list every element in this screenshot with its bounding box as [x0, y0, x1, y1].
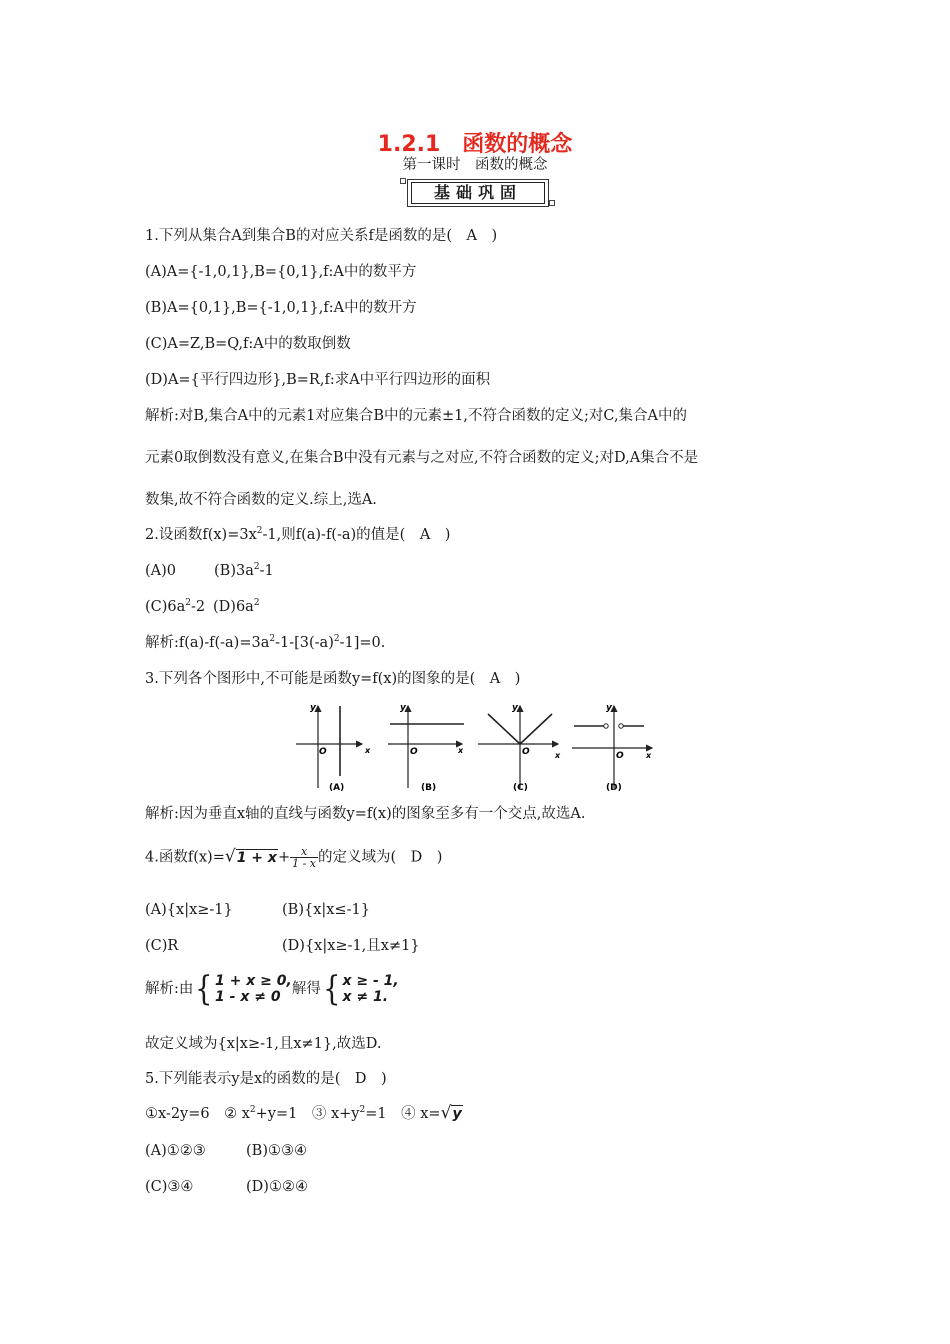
q5-option-d: (D)①②④ [246, 1179, 308, 1195]
graph-b [388, 703, 464, 793]
q1-solution-line-2: 元素0取倒数没有意义,在集合B中没有元素与之对应,不符合函数的定义;对D,A集合不是 [145, 450, 699, 466]
graph-b-x-label: x [458, 746, 464, 755]
q4-conclusion: 故定义域为{x|x≥-1,且x≠1},故选D. [145, 1036, 382, 1052]
q4-option-a: (A){x|x≥-1} [145, 902, 233, 918]
q4-system-1: 1 + x ≥ 0, 1 - x ≠ 0 [215, 973, 292, 1005]
graph-b-y-label: y [400, 703, 406, 713]
graph-c [478, 703, 561, 793]
q4-stem: 4.函数f(x)=√1 + x+ $\frac{x}{1 - x}$ 的定义域为( D ) [145, 845, 443, 870]
q5-statements: ①x-2y=6 ② $x^2+y=1$ ③ $x+y^2=1$ ④ x=√y [145, 1103, 462, 1123]
q2-option-d: $(D)6a^2$ [213, 598, 260, 615]
q3-stem: 3.下列各个图形中,不可能是函数y=f(x)的图象的是( A ) [145, 671, 521, 687]
q1-option-d: (D)A={平行四边形},B=R,f:求A中平行四边形的面积 [145, 372, 491, 388]
graph-d-y-label: y [606, 703, 612, 713]
graph-a-y-label: y [310, 703, 316, 713]
q4-solution: 解析:由{ 1 + x ≥ 0, 1 - x ≠ 0 解得{ x ≥ - 1, x ≠ 1. [145, 969, 399, 1009]
graph-d [572, 703, 652, 793]
graph-c-y-label: y [512, 703, 518, 713]
graph-a-label: (A) [329, 783, 345, 793]
graph-a-origin: O [319, 747, 327, 757]
q1-solution-line-1: 解析:对B,集合A中的元素1对应集合B中的元素±1,不符合函数的定义;对C,集合A中的 [145, 408, 688, 424]
q3-solution: 解析:因为垂直x轴的直线与函数y=f(x)的图象至多有一个交点,故选A. [145, 806, 586, 822]
q2-stem: 2.设函数$f(x)=3x^2-1$,则f(a)-f(-a)的值是( A ) [145, 526, 451, 543]
q4-system-2: x ≥ - 1, x ≠ 1. [342, 973, 399, 1005]
q5-option-a: (A)①②③ [145, 1143, 206, 1159]
q4-option-b: (B){x|x≤-1} [282, 902, 370, 918]
q2-solution: 解析$:f(a)-f(-a)=3a^2-1-[3(-a)^2-1]=0$. [145, 634, 386, 651]
q1-stem: 1.下列从集合A到集合B的对应关系f是函数的是( A ) [145, 228, 498, 244]
section-heading: 基础巩固 [411, 182, 545, 204]
q4-fraction: $\frac{x}{1 - x}$ [292, 845, 317, 870]
q4-option-c: (C)R [145, 938, 179, 954]
q1-option-c: (C)A=Z,B=Q,f:A中的数取倒数 [145, 336, 351, 352]
graph-b-label: (B) [421, 783, 437, 793]
corner-square-icon [549, 200, 555, 206]
page-title: 1.2.1 函数的概念 [377, 132, 573, 157]
graph-a [296, 703, 371, 793]
q3-graphs-figure [290, 700, 660, 798]
q1-option-b: (B)A={0,1},B={-1,0,1},f:A中的数开方 [145, 300, 417, 316]
q1-solution-line-3: 数集,故不符合函数的定义.综上,选A. [145, 492, 377, 508]
graph-d-origin: O [616, 751, 624, 761]
graph-a-x-label: x [365, 746, 371, 755]
graph-d-label: (D) [606, 783, 622, 793]
graph-d-x-label: x [646, 751, 652, 760]
q5-option-b: (B)①③④ [246, 1143, 307, 1159]
graph-c-origin: O [522, 747, 530, 757]
graph-b-origin: O [410, 747, 418, 757]
q4-option-d: (D){x|x≥-1,且x≠1} [282, 938, 420, 954]
graph-c-label: (C) [513, 783, 528, 793]
section-heading-box [407, 179, 549, 207]
q2-option-b: $(B)3a^2-1$ [214, 562, 274, 579]
graph-c-x-label: x [555, 751, 561, 760]
q2-option-c: $(C)6a^2-2$ [145, 598, 206, 615]
q1-option-a: (A)A={-1,0,1},B={0,1},f:A中的数平方 [145, 264, 417, 280]
q2-option-a: (A)0 [145, 563, 177, 579]
q5-stem: 5.下列能表示y是x的函数的是( D ) [145, 1071, 387, 1087]
page-subtitle: 第一课时 函数的概念 [402, 157, 548, 173]
corner-square-icon [400, 178, 406, 184]
q5-sqrt-body: y [452, 1106, 462, 1122]
q5-option-c: (C)③④ [145, 1179, 194, 1195]
q4-sqrt-body: 1 + x [236, 849, 277, 866]
